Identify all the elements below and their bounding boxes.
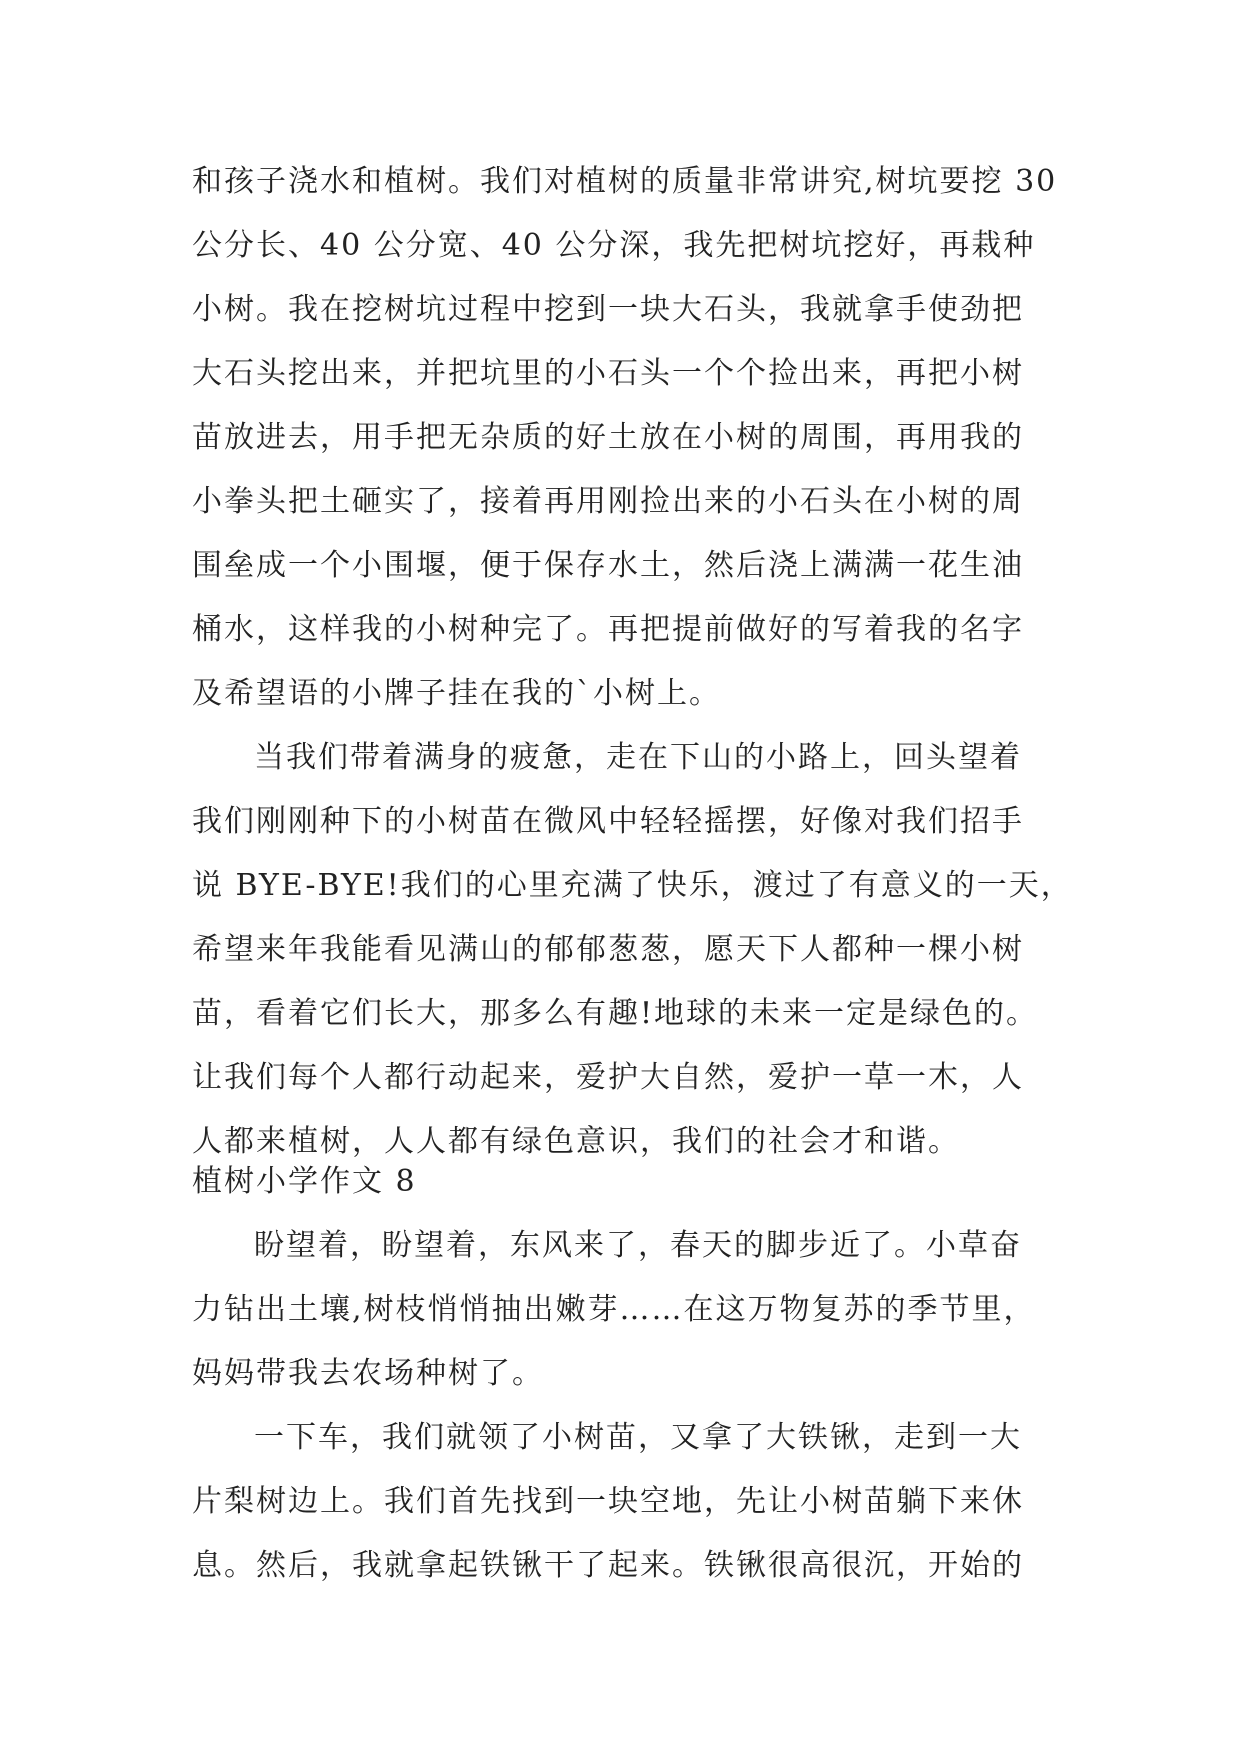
text-line: 息。然后，我就拿起铁锹干了起来。铁锹很高很沉，开始的: [192, 1548, 1024, 1583]
text-line: 人都来植树，人人都有绿色意识，我们的社会才和谐。: [192, 1124, 960, 1159]
text-line: 大石头挖出来，并把坑里的小石头一个个捡出来，再把小树: [192, 356, 1024, 391]
text-line: 小拳头把土砸实了，接着再用刚捡出来的小石头在小树的周: [192, 484, 1024, 519]
text-line: 希望来年我能看见满山的郁郁葱葱，愿天下人都种一棵小树: [192, 932, 1024, 967]
text-line: 围垒成一个小围堰，便于保存水土，然后浇上满满一花生油: [192, 548, 1024, 583]
text-line: 我们刚刚种下的小树苗在微风中轻轻摇摆，好像对我们招手: [192, 804, 1024, 839]
text-line: 公分长、40 公分宽、40 公分深，我先把树坑挖好，再栽种: [192, 228, 1036, 263]
text-line: 说 BYE-BYE!我们的心里充满了快乐，渡过了有意义的一天，: [192, 868, 1073, 903]
paragraph-start-line: 一下车，我们就领了小树苗，又拿了大铁锹，走到一大: [254, 1420, 1022, 1455]
section-heading: 植树小学作文 8: [192, 1164, 417, 1199]
text-line: 力钻出土壤,树枝悄悄抽出嫩芽……在这万物复苏的季节里，: [192, 1292, 1036, 1327]
text-line: 苗放进去，用手把无杂质的好土放在小树的周围，再用我的: [192, 420, 1024, 455]
text-line: 小树。我在挖树坑过程中挖到一块大石头，我就拿手使劲把: [192, 292, 1024, 327]
text-line: 桶水，这样我的小树种完了。再把提前做好的写着我的名字: [192, 612, 1024, 647]
essay-body-continued: [192, 150, 1072, 1174]
text-line: 及希望语的小牌子挂在我的`小树上。: [192, 676, 721, 711]
paragraph-start-line: 盼望着，盼望着，东风来了，春天的脚步近了。小草奋: [254, 1228, 1022, 1263]
essay-8-body: [192, 1214, 1072, 1598]
text-line: 妈妈带我去农场种树了。: [192, 1356, 544, 1391]
paragraph-start-line: 当我们带着满身的疲惫，走在下山的小路上，回头望着: [254, 740, 1022, 775]
text-line: 片梨树边上。我们首先找到一块空地，先让小树苗躺下来休: [192, 1484, 1024, 1519]
text-line: 苗，看着它们长大，那多么有趣!地球的未来一定是绿色的。: [192, 996, 1039, 1031]
text-line: 和孩子浇水和植树。我们对植树的质量非常讲究,树坑要挖 30: [192, 164, 1058, 199]
text-line: 让我们每个人都行动起来，爱护大自然，爱护一草一木，人: [192, 1060, 1024, 1095]
